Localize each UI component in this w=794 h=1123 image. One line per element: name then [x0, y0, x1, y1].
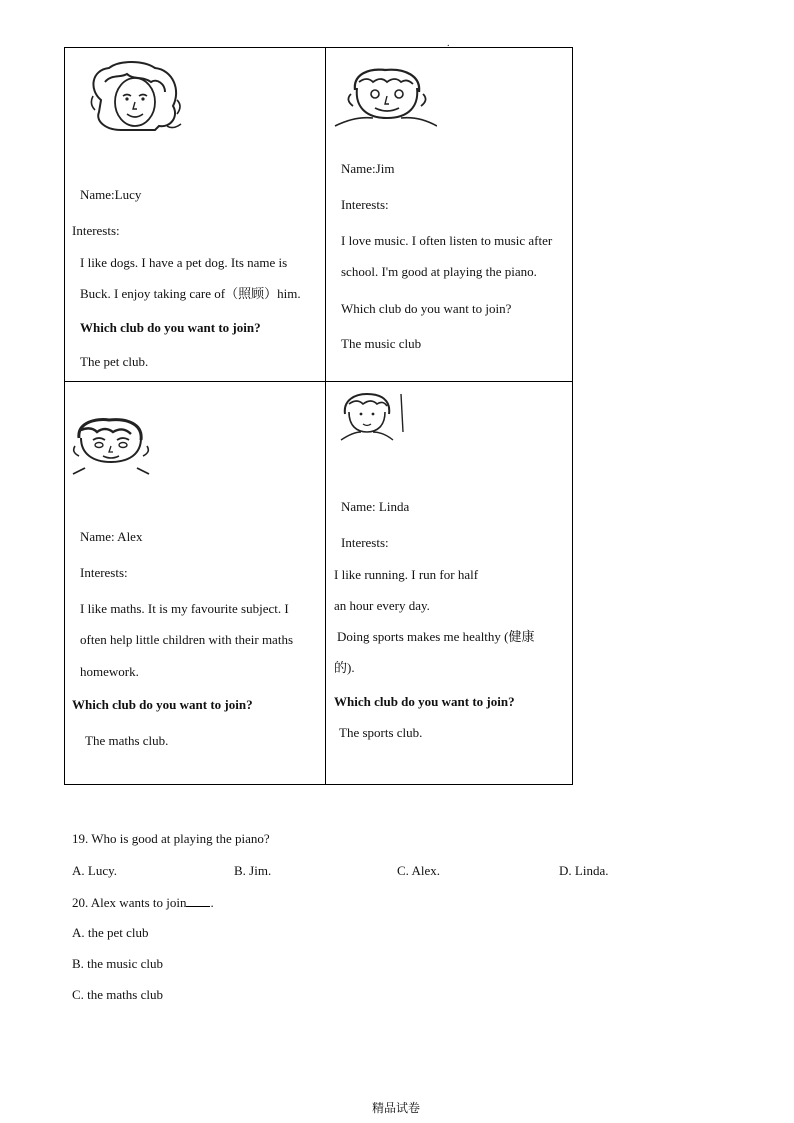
question-19-option-b[interactable]: B. Jim. — [234, 863, 272, 878]
jim-question: Which club do you want to join? — [341, 301, 512, 316]
linda-question: Which club do you want to join? — [334, 694, 515, 709]
alex-interests-line-1: I like maths. It is my favourite subject. I — [80, 601, 289, 616]
lucy-name: Name:Lucy — [80, 187, 142, 202]
lucy-interests-line-1: I like dogs. I have a pet dog. Its name is — [80, 255, 288, 270]
question-20-option-c[interactable]: C. the maths club — [72, 987, 163, 1002]
jim-interests-line-2: school. I'm good at playing the piano. — [341, 264, 537, 279]
jim-interests-line-1: I love music. I often listen to music after — [341, 233, 553, 248]
header-mark: . — [447, 38, 450, 49]
club-table — [64, 47, 573, 785]
alex-name: Name: Alex — [80, 529, 143, 544]
alex-portrait-image — [71, 416, 151, 476]
jim-portrait-image — [333, 66, 437, 128]
alex-question: Which club do you want to join? — [72, 697, 253, 712]
linda-name: Name: Linda — [341, 499, 410, 514]
question-19-option-a[interactable]: A. Lucy. — [72, 863, 118, 878]
linda-interests-line-2: an hour every day. — [334, 598, 430, 613]
linda-interests-label: Interests: — [341, 535, 389, 550]
lucy-portrait-image — [81, 60, 193, 136]
jim-answer: The music club — [341, 336, 422, 351]
linda-interests-line-3: Doing sports makes me healthy (健康 — [337, 629, 535, 644]
jim-name: Name:Jim — [341, 161, 395, 176]
linda-portrait-image — [335, 392, 407, 442]
page-footer: 精品试卷 — [372, 1101, 421, 1115]
alex-answer: The maths club. — [85, 733, 169, 748]
question-20-option-a[interactable]: A. the pet club — [72, 925, 149, 940]
question-19-option-d[interactable]: D. Linda. — [559, 863, 609, 878]
lucy-interests-line-2: Buck. I enjoy taking care of（照顾）him. — [80, 286, 301, 301]
lucy-question: Which club do you want to join? — [80, 320, 261, 335]
alex-interests-line-3: homework. — [80, 664, 139, 679]
alex-interests-label: Interests: — [80, 565, 128, 580]
jim-interests-label: Interests: — [341, 197, 389, 212]
question-20-stem-prefix: 20. Alex wants to join — [72, 895, 187, 910]
question-19-option-c[interactable]: C. Alex. — [397, 863, 440, 878]
alex-interests-line-2: often help little children with their maths — [80, 632, 294, 647]
table-divider-vertical — [325, 48, 326, 784]
linda-interests-line-4: 的). — [334, 660, 355, 675]
question-20-stem-suffix: . — [210, 895, 214, 910]
question-20-option-b[interactable]: B. the music club — [72, 956, 163, 971]
question-20-stem — [72, 895, 214, 909]
answer-blank[interactable] — [186, 895, 210, 907]
lucy-answer: The pet club. — [80, 354, 149, 369]
linda-interests-line-1: I like running. I run for half — [334, 567, 479, 582]
lucy-interests-label: Interests: — [72, 223, 120, 238]
linda-answer: The sports club. — [339, 725, 423, 740]
table-divider-horizontal — [65, 381, 572, 382]
question-19-stem: 19. Who is good at playing the piano? — [72, 831, 270, 846]
